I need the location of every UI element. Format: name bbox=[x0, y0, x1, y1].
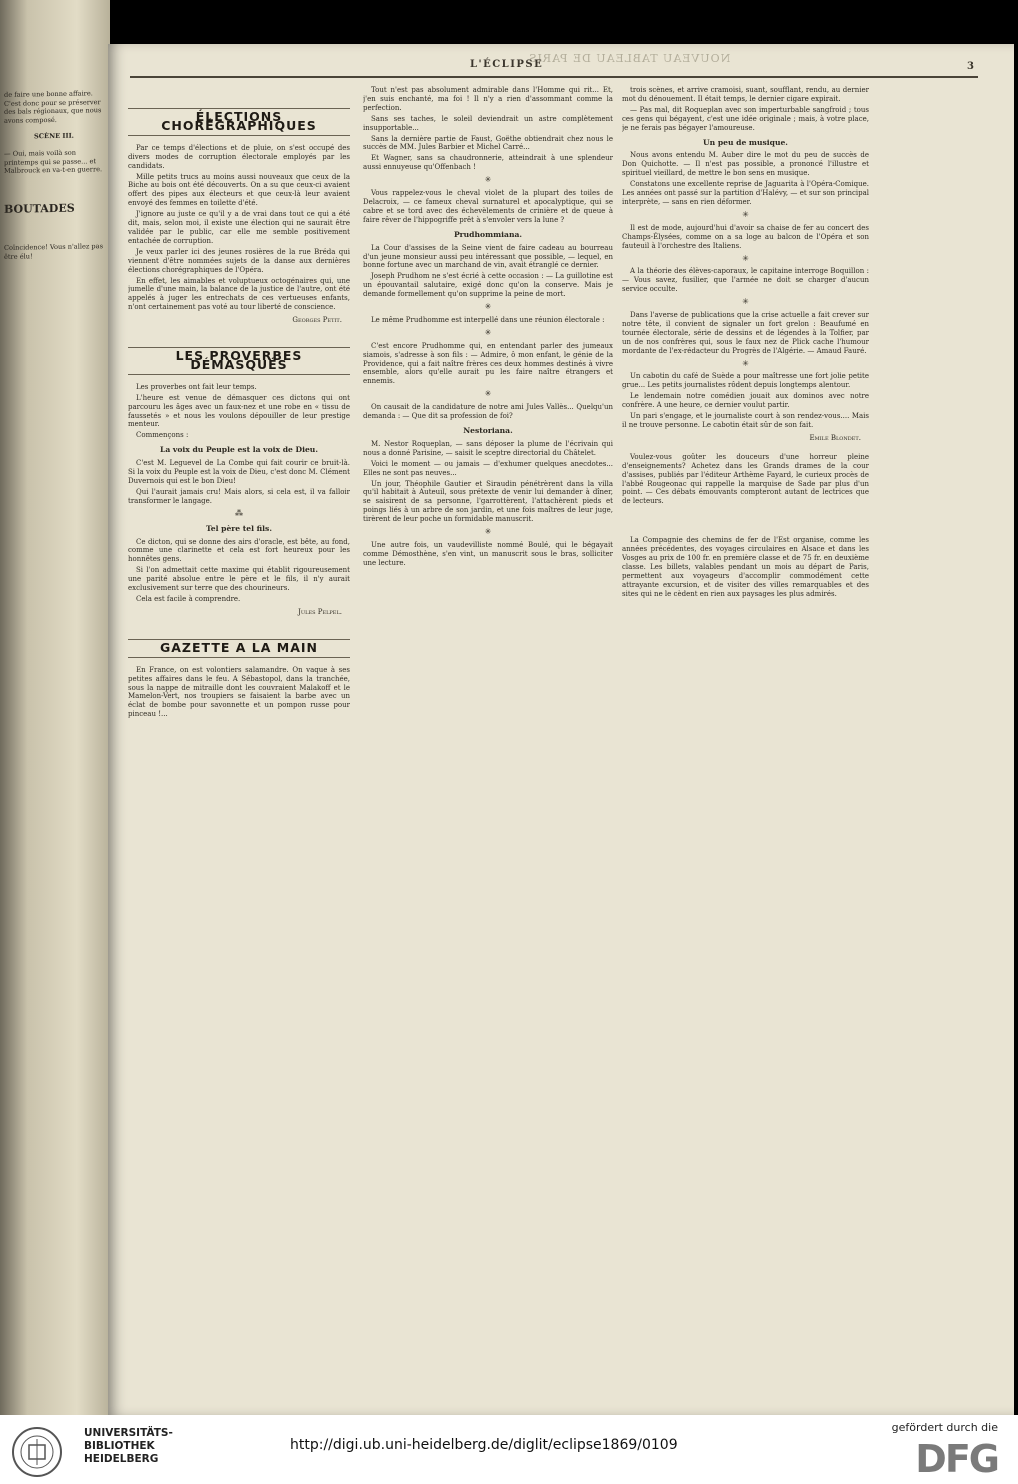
footer-bar bbox=[0, 1415, 1018, 1484]
facing-page-text bbox=[4, 89, 104, 269]
paragraph: On causait de la candidature de notre ami Jules Vallès... Quelqu'un demanda : — Que dit sa profession de foi? bbox=[363, 403, 613, 421]
separator-star: ✳ bbox=[484, 175, 492, 185]
signature: Georges Petit. bbox=[292, 316, 342, 325]
journal-header: L'ÉCLIPSE bbox=[470, 59, 544, 70]
facing-page-spine bbox=[0, 0, 110, 1415]
spine-paragraph: Coïncidence! Vous n'allez pas être élu! bbox=[4, 242, 103, 261]
paragraph: Les proverbes ont fait leur temps. bbox=[136, 382, 257, 391]
section-subtitle: Tel père tel fils. bbox=[206, 523, 272, 533]
separator-star: ✳ bbox=[742, 297, 749, 307]
column-1 bbox=[128, 86, 350, 1166]
paragraph: Joseph Prudhom ne s'est écrié à cette occasion : — La guillotine est un épouvantail salutaire, exigé donc qu'on la conserve. Mais je demande formellement qu'on supprime la peine de mort. bbox=[363, 272, 613, 299]
separator-star: ✳ bbox=[742, 358, 749, 368]
column-3 bbox=[622, 86, 869, 1166]
paragraph: M. Nestor Roqueplan, — sans déposer la plume de l'écrivain qui nous a donné Parisine, — saisit le sceptre directorial du Châtelet. bbox=[363, 439, 613, 457]
spine-heading: BOUTADES bbox=[4, 201, 75, 216]
page-number: 3 bbox=[967, 61, 974, 72]
paragraph: Un cabotin du café de Suède a pour maîtresse une fort jolie petite grue... Les petits journalistes rôdent depuis longtemps alentour. bbox=[622, 372, 869, 390]
signature: Emile Blondet. bbox=[809, 433, 861, 442]
paragraph: Commençons : bbox=[136, 431, 189, 440]
separator-star: ✳ bbox=[742, 209, 749, 219]
university-seal-icon bbox=[10, 1425, 80, 1479]
paragraph: Voulez-vous goûter les douceurs d'une horreur pleine d'enseignements? Achetez dans les Grands drames de la cour d'assises, publiés par l'éditeur Arthème Fayard, le curieux procès de l'abbé Rougeonac qui rappelle la marquise de Sade par plus d'un point. — Ces débats émouvants compteront autant de lectrices que de lecteurs. bbox=[622, 452, 869, 506]
source-url-link[interactable]: http://digi.ub.uni-heidelberg.de/diglit/eclipse1869/0109 bbox=[290, 1437, 678, 1453]
university-line: BIBLIOTHEK bbox=[84, 1440, 155, 1452]
paragraph: Un pari s'engage, et le journaliste court à son rendez-vous.... Mais il ne trouve personne. Le cabotin était sûr de son fait. bbox=[622, 412, 869, 429]
paragraph: Dans l'averse de publications que la crise actuelle a fait crever sur notre tête, il convient de signaler un fort grelon : Beaufumé en tournée électorale, série de dessins et de légendes à la Tolfier, par un de nos confrères qui, sous le faux nez de Plick cache l'humour mordante de l'ex-rédacteur du Progrès de l'Algérie. — Amaud Fauré. bbox=[622, 311, 869, 355]
paragraph: En France, on est volontiers salamandre. On vaque à ses petites affaires dans le feu. A Sébastopol, dans la tranchée, sous la nappe de mitraille dont les couvraient Malakoff et le Mamelon-Vert, nos troupiers se faisaient la barbe avec un éclat de bombe pour savonnette et un pompon russe pour pinceau !... bbox=[128, 665, 350, 719]
paragraph: Si l'on admettait cette maxime qui établit rigoureusement une parité absolue entre le père et le fils, il n'y aurait exclusivement sur terre que des chourineurs. bbox=[128, 566, 350, 593]
paragraph: Qui l'aurait jamais cru! Mais alors, si cela est, il va falloir transformer le langage. bbox=[128, 487, 350, 505]
header-rule bbox=[130, 76, 978, 78]
paragraph: Sans la dernière partie de Faust, Goëthe obtiendrait chez nous le succès de MM. Jules Barbier et Michel Carré... bbox=[363, 134, 613, 152]
column-2 bbox=[363, 86, 613, 1166]
section-subtitle: Prudhommiana. bbox=[453, 229, 523, 239]
paragraph: Vous rappelez-vous le cheval violet de la plupart des toiles de Delacroix, — ce fameux cheval surnaturel et apocalyptique, qui se cabre et se tord avec des échevèlements de crinière et de queue à faire rêver de l'hippogriffe prêt à s'envoler vers la lune ? bbox=[363, 189, 613, 224]
paragraph: Ce dicton, qui se donne des airs d'oracle, est bête, au fond, comme une clarinette et cela est fort heureux pour les honnêtes gens. bbox=[128, 537, 350, 564]
paragraph: Voici le moment — ou jamais — d'exhumer quelques anecdotes... Elles ne sont pas neuves... bbox=[363, 459, 613, 477]
separator-star: ✳ bbox=[484, 389, 492, 399]
paragraph: C'est encore Prudhomme qui, en entendant parler des jumeaux siamois, s'adresse à son fils : — Admire, ô mon enfant, le génie de la Providence, qui a fait naître frères ces deux hommes destinés à vivre ensemble, alors qu'elle aurait pu les faire naître étrangers et ennemis. bbox=[363, 341, 613, 386]
section-subtitle: Nestoriana. bbox=[463, 426, 513, 435]
spine-paragraph: — Oui, mais voilà son printemps qui se passe... et Malbrouck en va-t-en guerre. bbox=[4, 148, 103, 176]
university-line: HEIDELBERG bbox=[84, 1453, 159, 1465]
spine-paragraph: de faire une bonne affaire. C'est donc pour se préserver des bals régionaux, que nous avons composé. bbox=[4, 89, 102, 125]
paragraph: La Cour d'assises de la Seine vient de faire cadeau au bourreau d'un jeune monsieur aussi peu intéressant que possible, — lequel, en bonne fortune avec un marchand de vin, avait étranglé ce dernier. bbox=[363, 243, 613, 270]
paragraph: Constatons une excellente reprise de Jaguarita à l'Opéra-Comique. Les années ont passé sur la partition d'Halévy, — et sur son principal interprète, — sans en rien déformer. bbox=[622, 180, 869, 206]
article-title: LES PROVERBES DÉMASQUÉS bbox=[128, 347, 350, 375]
separator-star: ✳ bbox=[484, 302, 492, 312]
article-title: ÉLECTIONS CHORÉGRAPHIQUES bbox=[128, 108, 350, 136]
paragraph: Un jour, Théophile Gautier et Siraudin pénétrèrent dans la villa qu'il habitait à Auteuil, sous prétexte de venir lui demander à dîner, se saisirent de sa personne, l'garrottèrent, l'attachèrent pieds et poings liés à un arbre de son jardin, et une fois maîtres de leur juge, tirèrent de leur poche un formidable manuscrit. bbox=[363, 479, 613, 524]
paragraph: J'ignore au juste ce qu'il y a de vrai dans tout ce qui a été dit, mais, selon moi, il existe une élection qui ne saurait être validée par le public, car elle me semble positivement entachée de corruption. bbox=[128, 210, 350, 245]
spine-heading: SCÈNE III. bbox=[34, 132, 74, 141]
paragraph: En effet, les aimables et voluptueux octogénaires qui, une jumelle d'une main, la balance de la justice de l'autre, ont été appelés à juger les entrechats de ces vertueuses enfants, n'ont certainement pas voté au tour liberté de conscience. bbox=[128, 276, 350, 312]
paragraph: Cela est facile à comprendre. bbox=[136, 594, 241, 603]
paragraph: L'heure est venue de démasquer ces dictons qui ont parcouru les âges avec un faux-nez et une robe en « tissu de faussetés » et nous les voulons dépouiller de leur prestige menteur. bbox=[128, 393, 350, 429]
paragraph: Tout n'est pas absolument admirable dans l'Homme qui rit... Et, j'en suis enchanté, ma foi ! Il n'y a rien d'assommant comme la perfection. bbox=[363, 86, 613, 112]
section-subtitle: Un peu de musique. bbox=[703, 137, 788, 147]
paragraph: Le même Prudhomme est interpellé dans une réunion électorale : bbox=[371, 315, 605, 324]
paragraph: Et Wagner, sans sa chaudronnerie, atteindrait à une splendeur aussi ennuyeuse qu'Offenbach ! bbox=[363, 154, 613, 172]
paragraph: trois scènes, et arrive cramoisi, suant, soufflant, rendu, au dernier mot du dénouement. Il était temps, le dernier cigare expirait. bbox=[622, 86, 869, 103]
paragraph: Mille petits trucs au moins aussi nouveaux que ceux de la Biche au bois ont été découverts. On a su que ceux-ci avaient offert des pipes aux électeurs et que ceux-là leur avaient envoyé des femmes en toilette d'été. bbox=[128, 172, 350, 208]
signature: Jules Pelpel. bbox=[298, 607, 342, 616]
dfg-logo: DFG bbox=[915, 1437, 998, 1481]
bleed-through-text: NOUVEAU TABLEAU DE PARIS bbox=[528, 52, 731, 65]
separator-star: ✳ bbox=[484, 327, 492, 337]
paragraph: Nous avons entendu M. Auber dire le mot du peu de succès de Don Quichotte. — Il n'est pas possible, a prononcé l'illustre et spirituel vieillard, de mettre le bon sens en musique. bbox=[622, 151, 869, 178]
paragraph: — Pas mal, dit Roqueplan avec son imperturbable sangfroid ; tous ces gens qui bégayent, c'est une idée originale ; mais, à votre place, je ne ferais pas bégayer l'amoureuse. bbox=[622, 105, 869, 132]
paragraph: C'est M. Leguevel de La Combe qui fait courir ce bruit-là. Si la voix du Peuple est la voix de Dieu, c'est donc M. Clément Duvernois qui est le bon Dieu! bbox=[128, 459, 350, 485]
separator-asterisks: ⁂ bbox=[235, 508, 243, 518]
funded-by-label: gefördert durch die bbox=[891, 1421, 998, 1434]
university-line: UNIVERSITÄTS- bbox=[84, 1427, 173, 1439]
paragraph: Une autre fois, un vaudevilliste nommé Boulé, qui le bégayait comme Démosthène, s'en vint, un manuscrit sous le bras, solliciter une lecture. bbox=[363, 540, 613, 567]
paragraph: Par ce temps d'élections et de pluie, on s'est occupé des divers modes de corruption électorale employés par les candidats. bbox=[128, 143, 350, 170]
section-subtitle: La voix du Peuple est la voix de Dieu. bbox=[160, 445, 318, 455]
separator-star: ✳ bbox=[484, 527, 492, 537]
paragraph: Je veux parler ici des jeunes rosières de la rue Bréda qui viennent d'être nommées sujets de la danse aux dernières élections chorégraphiques de l'Opéra. bbox=[128, 247, 350, 274]
paragraph: A la théorie des élèves-caporaux, le capitaine interroge Boquillon : — Vous savez, fusilier, que l'armée ne doit se charger d'aucun service occulte. bbox=[622, 267, 869, 294]
paragraph: Il est de mode, aujourd'hui d'avoir sa chaise de fer au concert des Champs-Élysées, comme on a sa loge au balcon de l'Opéra et son fauteuil à l'orchestre des Italiens. bbox=[622, 223, 869, 250]
article-title: GAZETTE A LA MAIN bbox=[128, 639, 350, 658]
paragraph: La Compagnie des chemins de fer de l'Est organise, comme les années précédentes, des voyages circulaires en Alsace et dans les Vosges au prix de 100 fr. en première classe et de 75 fr. en deuxième classe. Les billets, valables pendant un mois au départ de Paris, permettent aux voyageurs d'accomplir commodément cette attrayante excursion, et de visiter des villes remarquables et des sites qui ne le cèdent en rien aux paysages les plus admirés. bbox=[622, 536, 869, 598]
paragraph: Le lendemain notre comédien jouait aux dominos avec notre confrère. A une heure, ce dernier voulut partir. bbox=[622, 392, 869, 410]
paragraph: Sans ses taches, le soleil deviendrait un astre complètement insupportable... bbox=[363, 114, 613, 132]
university-name bbox=[84, 1427, 173, 1466]
separator-star: ✳ bbox=[742, 253, 749, 263]
